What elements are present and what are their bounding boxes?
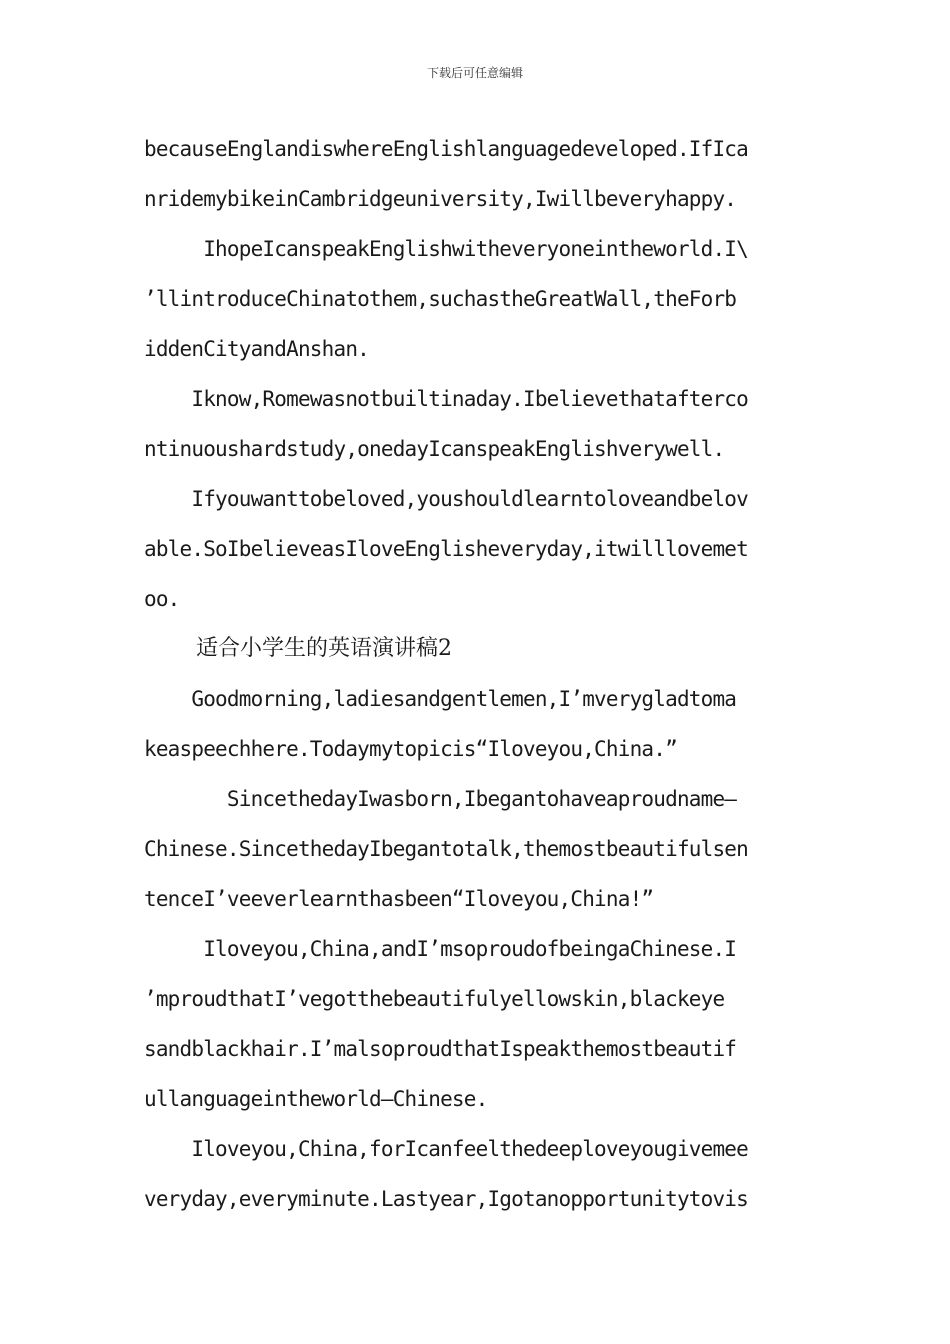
- text-line: able.SoIbelieveasIloveEnglisheveryday,itwilllovemet: [144, 537, 748, 561]
- text-line: SincethedayIwasborn,Ibegantohaveaproudname—: [144, 787, 737, 811]
- document-body: [144, 124, 814, 1224]
- text-line: tenceI’veeverlearnthasbeen“Iloveyou,China!”: [144, 887, 654, 911]
- text-line: keaspeechhere.Todaymytopicis“Iloveyou,China.”: [144, 737, 677, 761]
- section-heading: 适合小学生的英语演讲稿2: [196, 636, 452, 661]
- text-line: ntinuoushardstudy,onedayIcanspeakEnglishverywell.: [144, 437, 725, 461]
- text-line: Iloveyou,China,forIcanfeelthedeeploveyougivemee: [144, 1137, 748, 1161]
- text-line: iddenCityandAnshan.: [144, 337, 370, 361]
- text-line: sandblackhair.I’malsoproudthatIspeakthemostbeautif: [144, 1037, 737, 1061]
- text-line: IhopeIcanspeakEnglishwitheveryoneintheworld.I\: [144, 237, 748, 261]
- text-line: becauseEnglandiswhereEnglishlanguagedeveloped.IfIca: [144, 137, 748, 161]
- text-line: Iknow,Romewasnotbuiltinaday.Ibelievethatafterco: [144, 387, 748, 411]
- text-line: veryday,everyminute.Lastyear,Igotanopportunitytovis: [144, 1187, 748, 1211]
- text-line: Iloveyou,China,andI’msoproudofbeingaChinese.I: [144, 937, 737, 961]
- text-line: nridemybikeinCambridgeuniversity,Iwillbeveryhappy.: [144, 187, 737, 211]
- page-header: 下载后可任意编辑: [426, 66, 523, 80]
- text-line: Chinese.SincethedayIbegantotalk,themostbeautifulsen: [144, 837, 748, 861]
- text-line: Ifyouwanttobeloved,youshouldlearntoloveandbelov: [144, 487, 748, 511]
- text-line: Goodmorning,ladiesandgentlemen,I’mverygladtoma: [144, 687, 737, 711]
- text-line: ullanguageintheworld—Chinese.: [144, 1087, 488, 1111]
- text-line: ’llintroduceChinatothem,suchastheGreatWall,theForb: [144, 287, 737, 311]
- text-line: ’mproudthatI’vegotthebeautifulyellowskin,blackeye: [144, 987, 725, 1011]
- text-line: oo.: [144, 587, 180, 611]
